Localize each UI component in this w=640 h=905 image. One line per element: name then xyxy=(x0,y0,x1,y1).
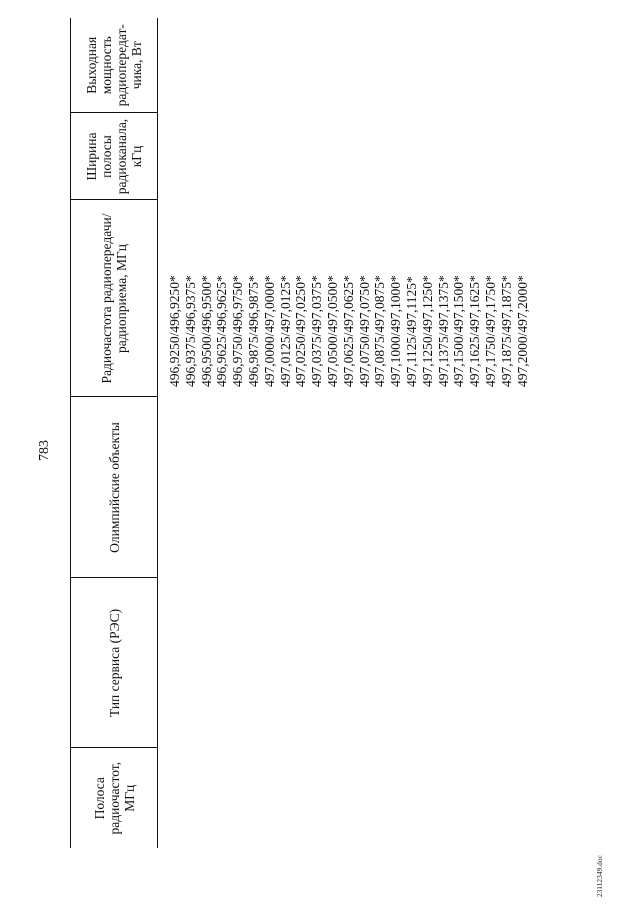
frequency-item: 497,0500/497,0500* xyxy=(324,275,340,387)
frequency-item: 497,1625/497,1625* xyxy=(467,275,483,387)
frequency-item: 497,0750/497,0750* xyxy=(356,275,372,387)
frequency-table xyxy=(70,18,530,848)
cell-olympic-objects xyxy=(158,397,531,578)
frequency-item: 497,1375/497,1375* xyxy=(435,275,451,387)
frequency-item: 497,1250/497,1250* xyxy=(419,275,435,387)
header-bandwidth: Ширина полосы радиоканала, кГц xyxy=(71,113,158,200)
frequency-item: 497,2000/497,2000* xyxy=(514,275,530,387)
cell-output-power xyxy=(158,18,531,113)
header-output-power: Выходная мощность радиопередат-чика, Вт xyxy=(71,18,158,113)
header-frequency: Радиочастота радиопередачи/ радиоприема, МГц xyxy=(71,200,158,397)
footer-filename: 23112349.doc xyxy=(596,855,604,897)
page-number: 783 xyxy=(37,440,52,461)
frequency-item: 497,1875/497,1875* xyxy=(498,275,514,387)
frequency-item: 497,0125/497,0125* xyxy=(277,275,293,387)
frequency-item: 497,0625/497,0625* xyxy=(340,275,356,387)
frequency-item: 497,1750/497,1750* xyxy=(482,275,498,387)
cell-frequencies xyxy=(158,200,531,397)
frequency-item: 497,0250/497,0250* xyxy=(293,275,309,387)
frequency-item: 496,9875/496,9875* xyxy=(245,275,261,387)
frequency-list xyxy=(158,200,530,397)
frequency-item: 497,1500/497,1500* xyxy=(451,275,467,387)
frequency-item: 497,1125/497,1125* xyxy=(403,276,419,387)
header-olympic-objects: Олимпийские объекты xyxy=(71,397,158,578)
header-service-type: Тип сервиса (РЭС) xyxy=(71,578,158,748)
frequency-item: 497,0375/497,0375* xyxy=(309,275,325,387)
cell-band xyxy=(158,748,531,848)
frequency-item: 496,9250/496,9250* xyxy=(167,275,182,387)
frequency-item: 497,1000/497,1000* xyxy=(388,275,404,387)
header-band: Полоса радиочастот, МГц xyxy=(71,748,158,848)
frequency-item: 497,0000/497,0000* xyxy=(261,275,277,387)
frequency-item: 496,9750/496,9750* xyxy=(230,275,246,387)
header-row xyxy=(71,18,158,848)
frequency-item: 496,9500/496,9500* xyxy=(198,275,214,387)
table-row xyxy=(158,18,531,848)
frequency-item: 496,9375/496,9375* xyxy=(182,275,198,387)
frequency-item: 497,0875/497,0875* xyxy=(372,275,388,387)
frequency-item: 496,9625/496,9625* xyxy=(214,275,230,387)
cell-service-type xyxy=(158,578,531,748)
cell-bandwidth xyxy=(158,113,531,200)
